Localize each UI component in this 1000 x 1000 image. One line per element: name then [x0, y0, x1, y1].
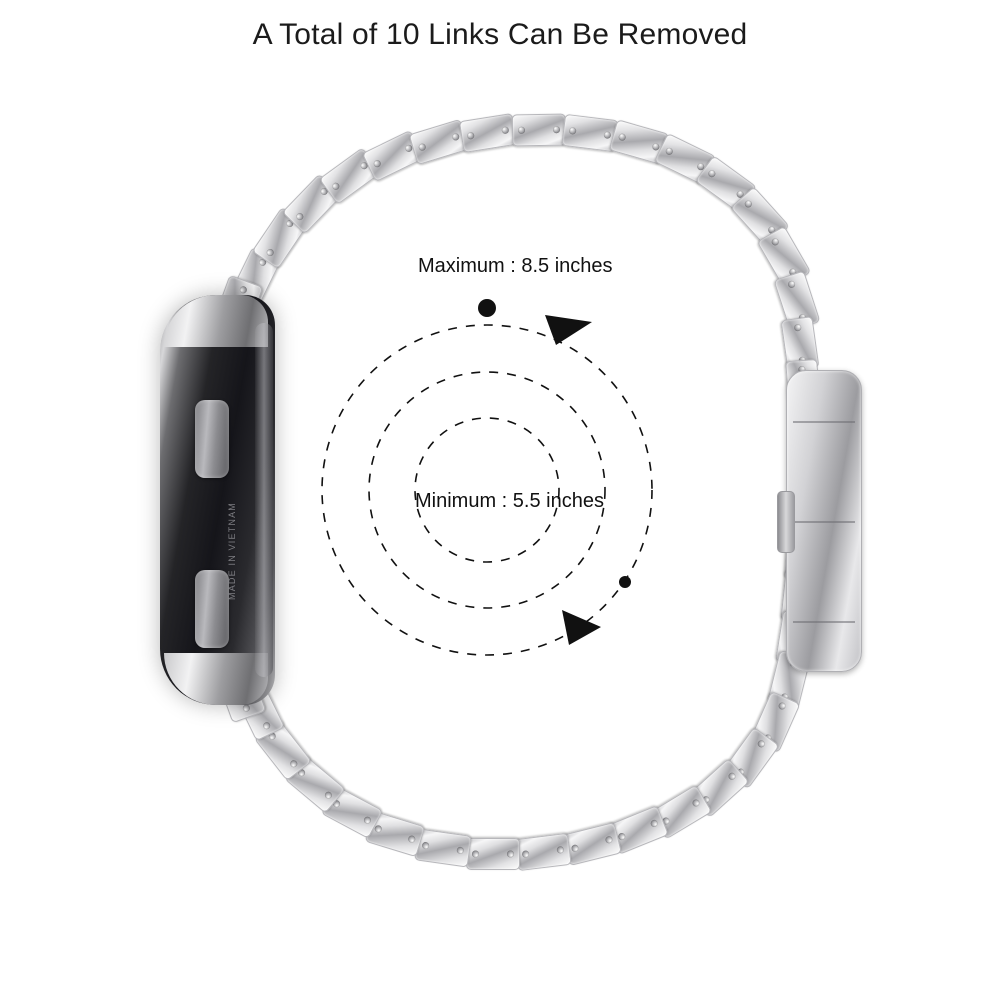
case-bezel-bottom [164, 653, 268, 705]
clasp-seam [793, 521, 855, 523]
top-side-button [195, 400, 229, 478]
bottom-side-button [195, 570, 229, 648]
product-photo [0, 70, 1000, 960]
link-pin-icon [456, 846, 464, 854]
link-pin-icon [467, 132, 475, 140]
link-pin-icon [707, 169, 717, 179]
band-link [466, 838, 520, 870]
link-pin-icon [691, 798, 701, 808]
case-engraving-text: MADE IN VIETNAM [227, 501, 237, 600]
link-pin-icon [262, 721, 271, 730]
clasp-release-tab [777, 491, 795, 553]
link-pin-icon [373, 159, 382, 168]
link-pin-icon [407, 835, 416, 844]
link-pin-icon [501, 126, 509, 134]
link-pin-icon [770, 237, 780, 247]
link-pin-icon [323, 790, 333, 800]
link-pin-icon [605, 836, 613, 844]
link-pin-icon [665, 147, 674, 156]
link-pin-icon [603, 131, 611, 139]
link-pin-icon [556, 846, 564, 854]
link-pin-icon [553, 126, 560, 133]
link-pin-icon [239, 285, 248, 294]
smartwatch-case [160, 295, 275, 705]
link-pin-icon [571, 844, 579, 852]
band-link [512, 114, 567, 147]
link-pin-icon [451, 133, 460, 142]
link-pin-icon [518, 127, 525, 134]
link-pin-icon [295, 212, 305, 222]
link-pin-icon [650, 819, 659, 828]
link-pin-icon [289, 759, 299, 769]
link-pin-icon [363, 815, 372, 824]
link-pin-icon [756, 739, 766, 749]
minimum-marker-dot [619, 576, 631, 588]
clasp-seam [793, 621, 855, 623]
link-pin-icon [422, 842, 430, 850]
link-pin-icon [743, 199, 753, 209]
link-pin-icon [569, 127, 577, 135]
link-pin-icon [418, 143, 427, 152]
maximum-marker-dot [478, 299, 496, 317]
case-glass-edge [255, 323, 273, 677]
minimum-size-label: Minimum : 5.5 inches [415, 490, 604, 512]
minimum-arrow-icon [562, 610, 601, 645]
link-pin-icon [777, 701, 786, 710]
link-pin-icon [794, 324, 802, 332]
link-pin-icon [242, 704, 251, 713]
headline-text: A Total of 10 Links Can Be Removed [252, 18, 748, 51]
link-pin-icon [331, 181, 341, 191]
link-pin-icon [522, 850, 530, 858]
band-link [459, 113, 517, 153]
link-pin-icon [787, 280, 796, 289]
clasp-seam [793, 421, 855, 423]
link-pin-icon [265, 248, 275, 258]
fold-over-clasp [786, 370, 862, 672]
case-bezel-top [164, 295, 268, 347]
link-pin-icon [618, 133, 627, 142]
link-pin-icon [507, 851, 514, 858]
link-pin-icon [727, 771, 737, 781]
link-pin-icon [472, 851, 479, 858]
maximum-size-label: Maximum : 8.5 inches [418, 255, 613, 277]
band-link [514, 833, 571, 871]
maximum-arrow-icon [545, 315, 592, 345]
